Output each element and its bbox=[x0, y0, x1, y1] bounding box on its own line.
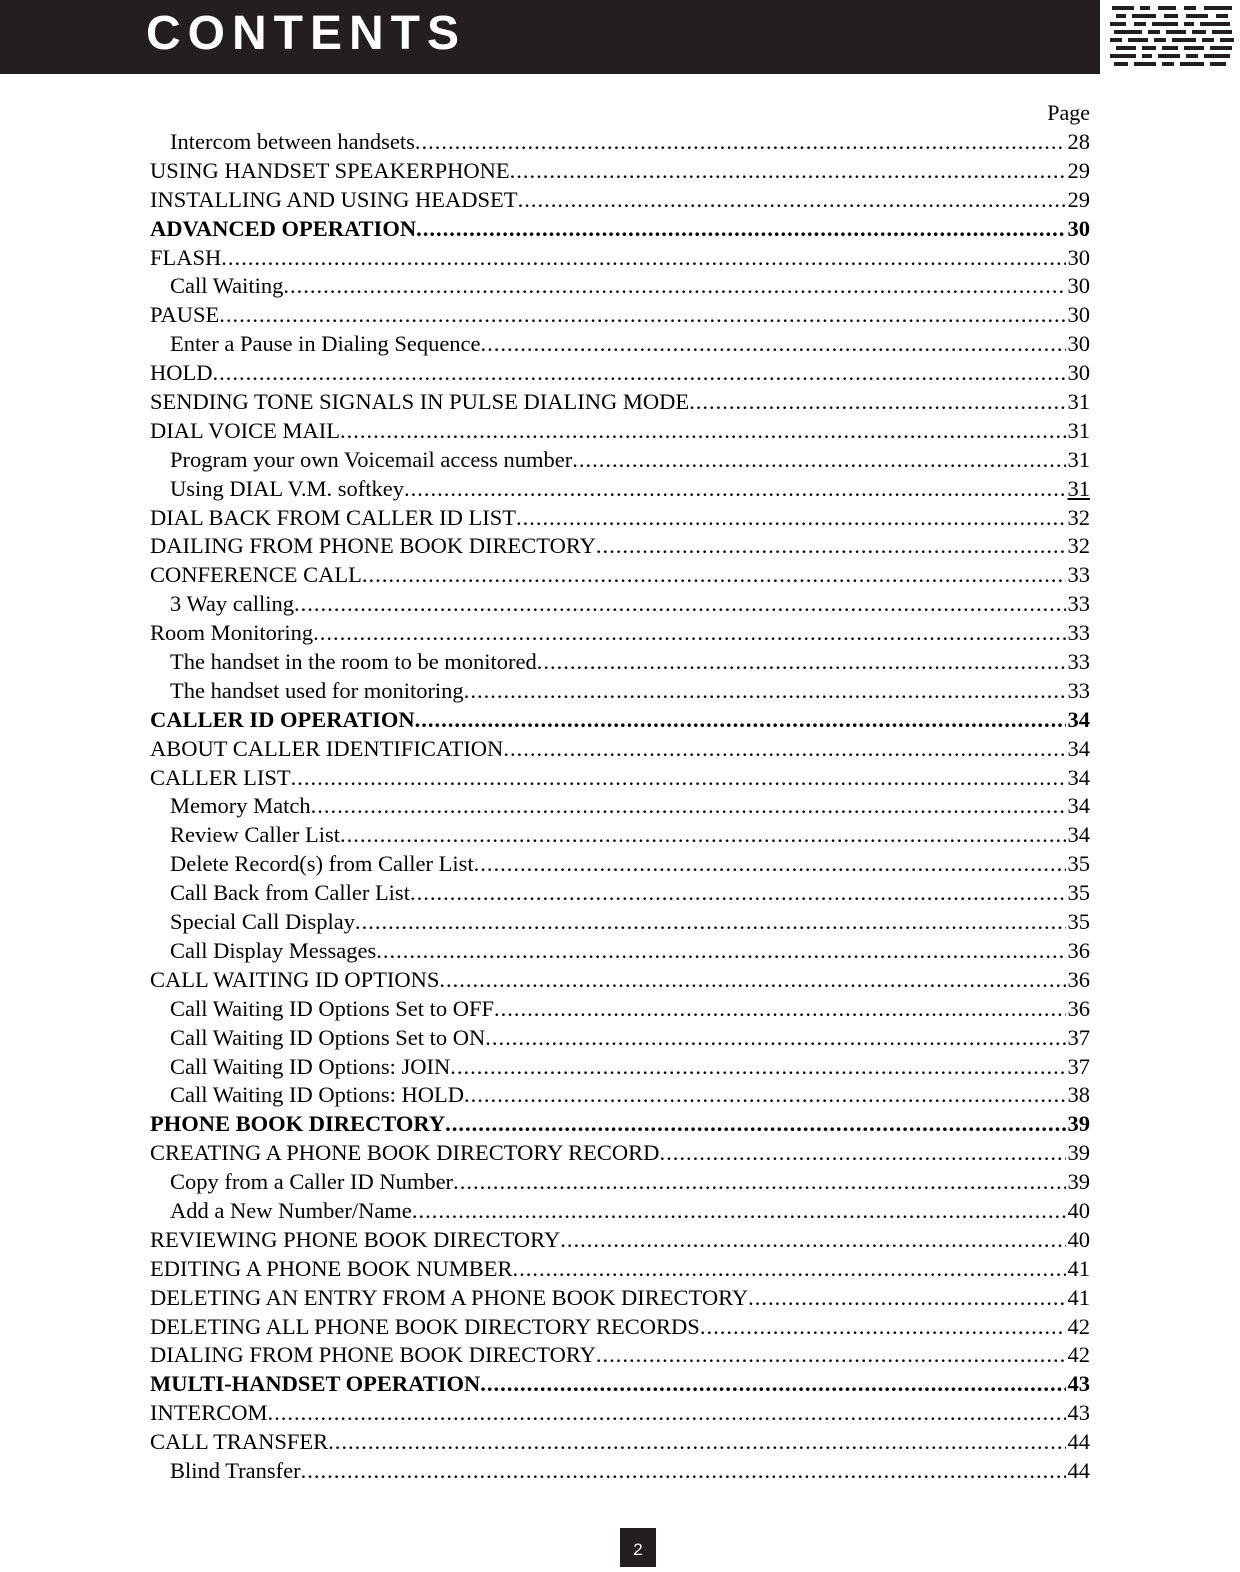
toc-entry[interactable] bbox=[150, 850, 1090, 879]
toc-entry-page: 31 bbox=[1067, 389, 1090, 415]
toc-entry-page: 33 bbox=[1067, 562, 1090, 588]
toc-entry-title: Delete Record(s) from Caller List bbox=[170, 851, 474, 877]
toc-dot-leader bbox=[340, 821, 1066, 850]
toc-entry-title: REVIEWING PHONE BOOK DIRECTORY bbox=[150, 1226, 561, 1252]
toc-entry[interactable] bbox=[150, 475, 1090, 504]
toc-entry-page: 39 bbox=[1067, 1169, 1090, 1195]
toc-dot-leader bbox=[291, 764, 1066, 793]
toc-entry[interactable] bbox=[150, 966, 1090, 995]
toc-entry[interactable] bbox=[150, 388, 1090, 417]
toc-entry-page: 42 bbox=[1067, 1342, 1090, 1368]
toc-entry-page: 31 bbox=[1067, 446, 1090, 472]
toc-entry-title: ADVANCED OPERATION bbox=[150, 215, 417, 241]
toc-entry-page: 37 bbox=[1067, 1024, 1090, 1050]
toc-entry[interactable] bbox=[150, 1081, 1090, 1110]
toc-entry-page: 33 bbox=[1067, 620, 1090, 646]
toc-dot-leader bbox=[376, 937, 1065, 966]
toc-entry-title: Call Waiting ID Options: HOLD bbox=[170, 1082, 465, 1108]
toc-entry-title: CALL TRANSFER bbox=[150, 1429, 329, 1455]
toc-entry[interactable] bbox=[150, 1284, 1090, 1313]
toc-entry-title: CREATING A PHONE BOOK DIRECTORY RECORD bbox=[150, 1140, 660, 1166]
toc-dot-leader bbox=[301, 1457, 1066, 1486]
toc-entry-title: DIAL BACK FROM CALLER ID LIST bbox=[150, 504, 517, 530]
toc-entry-title: EDITING A PHONE BOOK NUMBER bbox=[150, 1255, 513, 1281]
toc-dot-leader bbox=[340, 417, 1066, 446]
toc-entry[interactable] bbox=[150, 1457, 1090, 1486]
toc-entry-title: HOLD bbox=[150, 360, 213, 386]
toc-entry-page: 34 bbox=[1067, 822, 1090, 848]
toc-entry-title: The handset used for monitoring bbox=[170, 677, 464, 703]
toc-entry[interactable] bbox=[150, 1168, 1090, 1197]
toc-entry[interactable] bbox=[150, 1399, 1090, 1428]
toc-entry-title: PAUSE bbox=[150, 302, 220, 328]
toc-entry[interactable] bbox=[150, 359, 1090, 388]
toc-entry-page: 33 bbox=[1067, 591, 1090, 617]
toc-entry-title: Call Waiting ID Options Set to OFF bbox=[170, 995, 495, 1021]
toc-entry-title: Room Monitoring bbox=[150, 620, 314, 646]
toc-dot-leader bbox=[410, 879, 1066, 908]
toc-entry-title: CALLER ID OPERATION bbox=[150, 706, 415, 732]
toc-entry[interactable] bbox=[150, 1341, 1090, 1370]
toc-entry-page: 40 bbox=[1067, 1226, 1090, 1252]
table-of-contents bbox=[150, 128, 1090, 1486]
toc-entry[interactable] bbox=[150, 417, 1090, 446]
toc-entry-title: The handset in the room to be monitored bbox=[170, 649, 537, 675]
toc-entry-title: Call Display Messages bbox=[170, 937, 377, 963]
toc-entry-title: USING HANDSET SPEAKERPHONE bbox=[150, 157, 510, 183]
header-bar bbox=[0, 0, 1100, 74]
toc-dot-leader bbox=[503, 735, 1065, 764]
toc-entry-page: 33 bbox=[1067, 677, 1090, 703]
toc-entry-title: Call Waiting ID Options: JOIN bbox=[170, 1053, 451, 1079]
toc-entry-page: 30 bbox=[1067, 215, 1090, 241]
toc-dot-leader bbox=[518, 186, 1066, 215]
toc-entry-page: 41 bbox=[1067, 1284, 1090, 1310]
toc-entry-page: 30 bbox=[1067, 244, 1090, 270]
toc-entry[interactable] bbox=[150, 504, 1090, 533]
toc-entry-page: 31 bbox=[1067, 475, 1090, 501]
toc-entry-title: DELETING AN ENTRY FROM A PHONE BOOK DIRECTORY bbox=[150, 1284, 749, 1310]
page-number: 2 bbox=[620, 1528, 656, 1567]
toc-dot-leader bbox=[415, 128, 1066, 157]
toc-dot-leader bbox=[294, 590, 1066, 619]
toc-entry[interactable] bbox=[150, 1024, 1090, 1053]
toc-entry[interactable] bbox=[150, 1139, 1090, 1168]
toc-dot-leader bbox=[313, 619, 1065, 648]
toc-dot-leader bbox=[404, 475, 1066, 504]
toc-entry-page: 44 bbox=[1067, 1429, 1090, 1455]
toc-entry-page: 30 bbox=[1067, 360, 1090, 386]
toc-dot-leader bbox=[513, 1255, 1066, 1284]
logo-mark bbox=[1106, 2, 1240, 72]
toc-entry[interactable] bbox=[150, 186, 1090, 215]
toc-entry[interactable] bbox=[150, 128, 1090, 157]
toc-dot-leader bbox=[464, 1081, 1065, 1110]
toc-dot-leader bbox=[572, 446, 1065, 475]
toc-dot-leader bbox=[596, 532, 1066, 561]
toc-entry-page: 30 bbox=[1067, 273, 1090, 299]
toc-dot-leader bbox=[510, 157, 1066, 186]
toc-entry-page: 43 bbox=[1067, 1371, 1090, 1397]
toc-dot-leader bbox=[283, 272, 1065, 301]
toc-entry[interactable] bbox=[150, 792, 1090, 821]
toc-entry[interactable] bbox=[150, 446, 1090, 475]
toc-entry-title: INSTALLING AND USING HEADSET bbox=[150, 186, 518, 212]
toc-entry-page: 37 bbox=[1067, 1053, 1090, 1079]
toc-dot-leader bbox=[474, 850, 1066, 879]
toc-entry-page: 30 bbox=[1067, 331, 1090, 357]
toc-entry-page: 38 bbox=[1067, 1082, 1090, 1108]
toc-entry-title: INTERCOM bbox=[150, 1400, 268, 1426]
toc-entry-title: Copy from a Caller ID Number bbox=[170, 1169, 454, 1195]
toc-dot-leader bbox=[537, 648, 1066, 677]
toc-entry[interactable] bbox=[150, 619, 1090, 648]
toc-entry[interactable] bbox=[150, 1428, 1090, 1457]
toc-dot-leader bbox=[213, 359, 1066, 388]
toc-entry[interactable] bbox=[150, 157, 1090, 186]
toc-entry-title: Memory Match bbox=[170, 793, 311, 819]
toc-entry[interactable] bbox=[150, 272, 1090, 301]
toc-entry-page: 42 bbox=[1067, 1313, 1090, 1339]
toc-dot-leader bbox=[355, 908, 1066, 937]
toc-entry[interactable] bbox=[150, 995, 1090, 1024]
toc-entry-page: 40 bbox=[1067, 1197, 1090, 1223]
toc-entry[interactable] bbox=[150, 677, 1090, 706]
toc-entry-title: ABOUT CALLER IDENTIFICATION bbox=[150, 735, 504, 761]
toc-entry-page: 35 bbox=[1067, 909, 1090, 935]
toc-dot-leader bbox=[689, 388, 1065, 417]
page-column-label: Page bbox=[1047, 100, 1090, 125]
toc-dot-leader bbox=[481, 330, 1066, 359]
toc-dot-leader bbox=[311, 792, 1066, 821]
toc-dot-leader bbox=[328, 1428, 1065, 1457]
toc-entry[interactable] bbox=[150, 1370, 1090, 1399]
toc-entry-title: CALLER LIST bbox=[150, 764, 291, 790]
toc-dot-leader bbox=[494, 995, 1065, 1024]
toc-dot-leader bbox=[439, 966, 1065, 995]
toc-dot-leader bbox=[221, 244, 1065, 273]
toc-entry-page: 36 bbox=[1067, 995, 1090, 1021]
toc-entry[interactable] bbox=[150, 1255, 1090, 1284]
toc-entry-page: 36 bbox=[1067, 966, 1090, 992]
toc-entry-page: 36 bbox=[1067, 937, 1090, 963]
toc-entry-title: Using DIAL V.M. softkey bbox=[170, 475, 404, 501]
toc-entry-page: 43 bbox=[1067, 1400, 1090, 1426]
toc-entry[interactable] bbox=[150, 706, 1090, 735]
toc-entry[interactable] bbox=[150, 330, 1090, 359]
toc-dot-leader bbox=[453, 1168, 1065, 1197]
toc-entry-page: 34 bbox=[1067, 735, 1090, 761]
toc-dot-leader bbox=[700, 1313, 1066, 1342]
toc-entry-page: 34 bbox=[1067, 793, 1090, 819]
toc-entry[interactable] bbox=[150, 301, 1090, 330]
toc-dot-leader bbox=[450, 1053, 1065, 1082]
toc-entry-title: Review Caller List bbox=[170, 822, 340, 848]
toc-entry[interactable] bbox=[150, 244, 1090, 273]
toc-dot-leader bbox=[659, 1139, 1065, 1168]
toc-dot-leader bbox=[485, 1024, 1065, 1053]
toc-dot-leader bbox=[464, 677, 1066, 706]
toc-entry-page: 39 bbox=[1067, 1111, 1090, 1137]
toc-dot-leader bbox=[480, 1370, 1065, 1399]
toc-entry-title: Special Call Display bbox=[170, 909, 355, 935]
toc-dot-leader bbox=[416, 215, 1065, 244]
toc-dot-leader bbox=[516, 504, 1065, 533]
toc-entry[interactable] bbox=[150, 648, 1090, 677]
toc-entry-title: 3 Way calling bbox=[170, 591, 294, 617]
toc-entry[interactable] bbox=[150, 532, 1090, 561]
toc-entry-page: 32 bbox=[1067, 504, 1090, 530]
toc-entry-title: Intercom between handsets bbox=[170, 129, 415, 154]
toc-dot-leader bbox=[219, 301, 1065, 330]
toc-entry[interactable] bbox=[150, 1110, 1090, 1139]
toc-dot-leader bbox=[445, 1110, 1065, 1139]
toc-entry-title: Call Waiting ID Options Set to ON bbox=[170, 1024, 486, 1050]
toc-entry[interactable] bbox=[150, 590, 1090, 619]
toc-entry-title: Add a New Number/Name bbox=[170, 1197, 412, 1223]
toc-entry-page: 31 bbox=[1067, 417, 1090, 443]
toc-entry[interactable] bbox=[150, 215, 1090, 244]
toc-entry-page: 44 bbox=[1067, 1457, 1090, 1483]
toc-entry-title: SENDING TONE SIGNALS IN PULSE DIALING MODE bbox=[150, 389, 690, 415]
toc-entry-title: CONFERENCE CALL bbox=[150, 562, 362, 588]
toc-entry-page: 41 bbox=[1067, 1255, 1090, 1281]
toc-entry-page: 28 bbox=[1067, 129, 1090, 154]
toc-dot-leader bbox=[748, 1284, 1065, 1313]
toc-entry-page: 39 bbox=[1067, 1140, 1090, 1166]
toc-entry[interactable] bbox=[150, 1313, 1090, 1342]
toc-entry-title: FLASH bbox=[150, 244, 222, 270]
toc-entry-page: 30 bbox=[1067, 302, 1090, 328]
toc-entry-title: Call Waiting bbox=[170, 273, 284, 299]
toc-entry-title: DIAL VOICE MAIL bbox=[150, 417, 340, 443]
toc-dot-leader bbox=[268, 1399, 1066, 1428]
toc-entry-title: Program your own Voicemail access number bbox=[170, 446, 573, 472]
toc-entry-title: Blind Transfer bbox=[170, 1457, 301, 1483]
page-title: CONTENTS bbox=[146, 7, 466, 60]
toc-entry-page: 32 bbox=[1067, 533, 1090, 559]
toc-entry[interactable] bbox=[150, 1226, 1090, 1255]
toc-entry-page: 35 bbox=[1067, 851, 1090, 877]
toc-entry[interactable] bbox=[150, 561, 1090, 590]
toc-entry[interactable] bbox=[150, 879, 1090, 908]
toc-entry-title: DIALING FROM PHONE BOOK DIRECTORY bbox=[150, 1342, 596, 1368]
toc-entry-page: 34 bbox=[1067, 764, 1090, 790]
toc-entry-title: CALL WAITING ID OPTIONS bbox=[150, 966, 440, 992]
toc-dot-leader bbox=[412, 1197, 1066, 1226]
toc-entry[interactable] bbox=[150, 821, 1090, 850]
toc-entry-title: PHONE BOOK DIRECTORY bbox=[150, 1111, 446, 1137]
toc-entry-page: 33 bbox=[1067, 649, 1090, 675]
toc-dot-leader bbox=[415, 706, 1066, 735]
toc-dot-leader bbox=[560, 1226, 1065, 1255]
toc-entry[interactable] bbox=[150, 937, 1090, 966]
toc-entry-page: 29 bbox=[1067, 186, 1090, 212]
toc-entry-page: 35 bbox=[1067, 880, 1090, 906]
toc-entry-title: DAILING FROM PHONE BOOK DIRECTORY bbox=[150, 533, 596, 559]
toc-dot-leader bbox=[362, 561, 1066, 590]
toc-dot-leader bbox=[596, 1341, 1066, 1370]
toc-entry-title: DELETING ALL PHONE BOOK DIRECTORY RECORDS bbox=[150, 1313, 700, 1339]
toc-entry-title: Enter a Pause in Dialing Sequence bbox=[170, 331, 481, 357]
toc-entry-page: 29 bbox=[1067, 157, 1090, 183]
toc-entry-title: MULTI-HANDSET OPERATION bbox=[150, 1371, 481, 1397]
toc-entry[interactable] bbox=[150, 735, 1090, 764]
toc-entry[interactable] bbox=[150, 908, 1090, 937]
toc-entry[interactable] bbox=[150, 1197, 1090, 1226]
toc-entry-title: Call Back from Caller List bbox=[170, 880, 410, 906]
toc-entry[interactable] bbox=[150, 764, 1090, 793]
toc-entry-page: 34 bbox=[1067, 706, 1090, 732]
toc-entry[interactable] bbox=[150, 1053, 1090, 1082]
